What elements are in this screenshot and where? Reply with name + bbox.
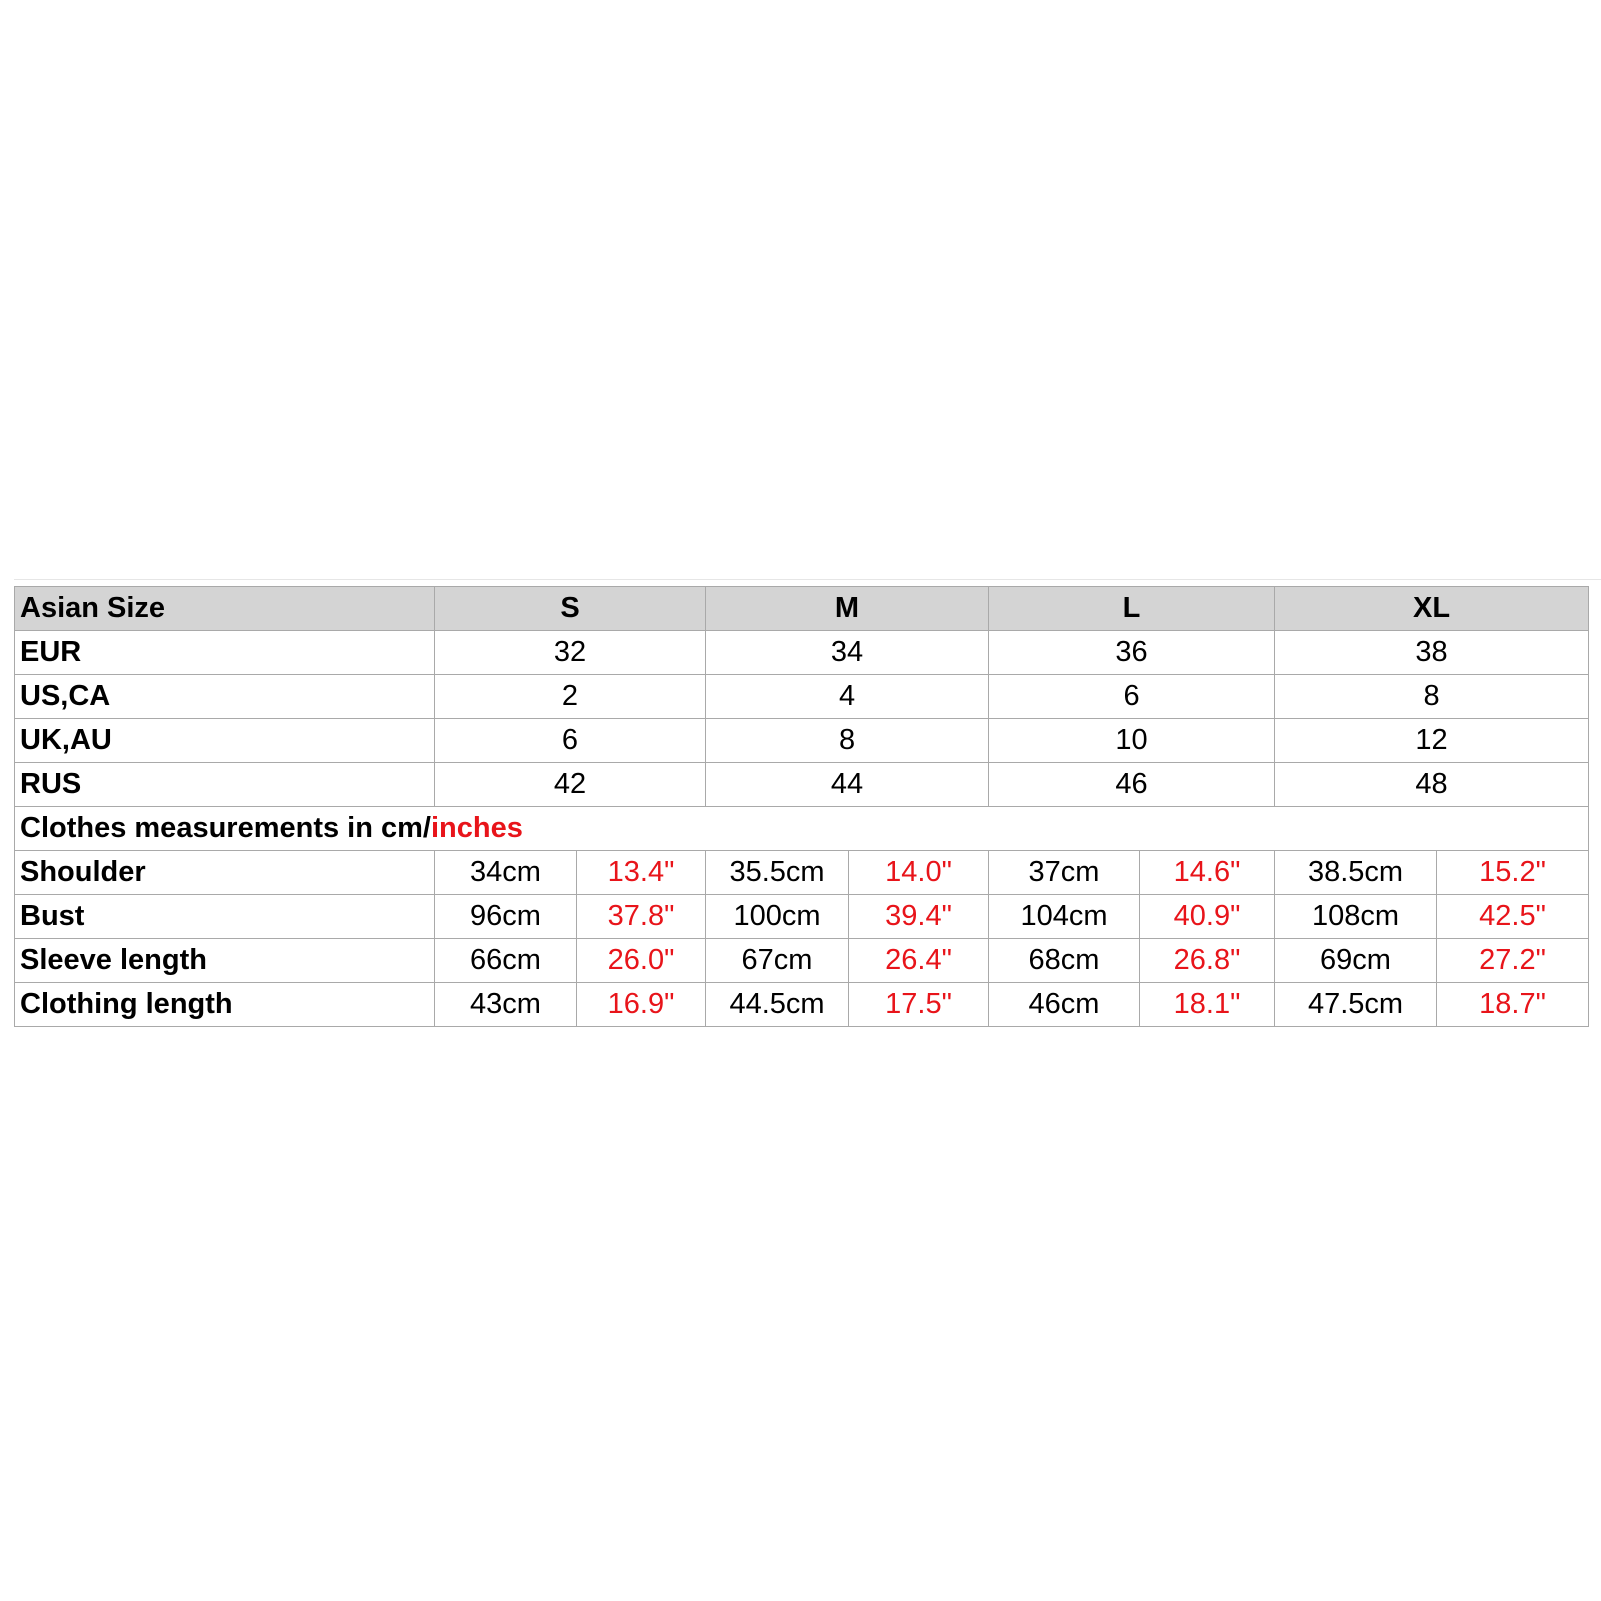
conversion-row-us-ca — [15, 675, 1589, 719]
cell-inch: 17.5" — [849, 983, 989, 1027]
top-divider — [14, 579, 1601, 580]
row-label: Bust — [15, 895, 435, 939]
conversion-row-uk-au — [15, 719, 1589, 763]
cell-value: 12 — [1275, 719, 1589, 763]
measurement-row-sleeve-length — [15, 939, 1589, 983]
header-row — [15, 587, 1589, 631]
cell-cm: 35.5cm — [706, 851, 849, 895]
cell-inch: 26.4" — [849, 939, 989, 983]
cell-value: 10 — [989, 719, 1275, 763]
size-header-m: M — [706, 587, 989, 631]
conversion-row-rus — [15, 763, 1589, 807]
cell-inch: 18.7" — [1437, 983, 1589, 1027]
size-header-xl: XL — [1275, 587, 1589, 631]
cell-cm: 67cm — [706, 939, 849, 983]
row-label: Clothing length — [15, 983, 435, 1027]
cell-cm: 37cm — [989, 851, 1140, 895]
cell-inch: 13.4" — [577, 851, 706, 895]
conversion-row-eur — [15, 631, 1589, 675]
cell-inch: 16.9" — [577, 983, 706, 1027]
cell-inch: 26.0" — [577, 939, 706, 983]
measurements-title-prefix: Clothes measurements in cm/ — [20, 812, 431, 844]
cell-cm: 38.5cm — [1275, 851, 1437, 895]
cell-cm: 104cm — [989, 895, 1140, 939]
measurement-row-clothing-length — [15, 983, 1589, 1027]
cell-value: 34 — [706, 631, 989, 675]
cell-cm: 44.5cm — [706, 983, 849, 1027]
measurements-title-highlight: inches — [430, 812, 523, 844]
cell-value: 8 — [1275, 675, 1589, 719]
cell-inch: 40.9" — [1140, 895, 1275, 939]
size-header-l: L — [989, 587, 1275, 631]
cell-inch: 14.6" — [1140, 851, 1275, 895]
asian-size-label: Asian Size — [15, 587, 435, 631]
cell-inch: 26.8" — [1140, 939, 1275, 983]
cell-cm: 68cm — [989, 939, 1140, 983]
cell-cm: 34cm — [435, 851, 577, 895]
row-label: US,CA — [15, 675, 435, 719]
cell-cm: 43cm — [435, 983, 577, 1027]
cell-value: 46 — [989, 763, 1275, 807]
size-chart-table — [14, 586, 1589, 1027]
row-label: Shoulder — [15, 851, 435, 895]
cell-cm: 66cm — [435, 939, 577, 983]
cell-cm: 100cm — [706, 895, 849, 939]
cell-cm: 108cm — [1275, 895, 1437, 939]
cell-value: 6 — [989, 675, 1275, 719]
cell-value: 38 — [1275, 631, 1589, 675]
row-label: EUR — [15, 631, 435, 675]
cell-value: 36 — [989, 631, 1275, 675]
cell-value: 48 — [1275, 763, 1589, 807]
measurements-title-row — [15, 807, 1589, 851]
cell-cm: 96cm — [435, 895, 577, 939]
row-label: UK,AU — [15, 719, 435, 763]
cell-value: 42 — [435, 763, 706, 807]
cell-value: 32 — [435, 631, 706, 675]
cell-cm: 46cm — [989, 983, 1140, 1027]
cell-inch: 27.2" — [1437, 939, 1589, 983]
cell-inch: 37.8" — [577, 895, 706, 939]
cell-cm: 47.5cm — [1275, 983, 1437, 1027]
cell-inch: 42.5" — [1437, 895, 1589, 939]
measurement-row-bust — [15, 895, 1589, 939]
cell-value: 8 — [706, 719, 989, 763]
cell-value: 44 — [706, 763, 989, 807]
cell-cm: 69cm — [1275, 939, 1437, 983]
row-label: Sleeve length — [15, 939, 435, 983]
cell-inch: 39.4" — [849, 895, 989, 939]
cell-value: 2 — [435, 675, 706, 719]
measurement-row-shoulder — [15, 851, 1589, 895]
measurements-title — [15, 807, 1589, 851]
size-header-s: S — [435, 587, 706, 631]
cell-inch: 18.1" — [1140, 983, 1275, 1027]
cell-value: 6 — [435, 719, 706, 763]
cell-inch: 15.2" — [1437, 851, 1589, 895]
row-label: RUS — [15, 763, 435, 807]
cell-inch: 14.0" — [849, 851, 989, 895]
cell-value: 4 — [706, 675, 989, 719]
